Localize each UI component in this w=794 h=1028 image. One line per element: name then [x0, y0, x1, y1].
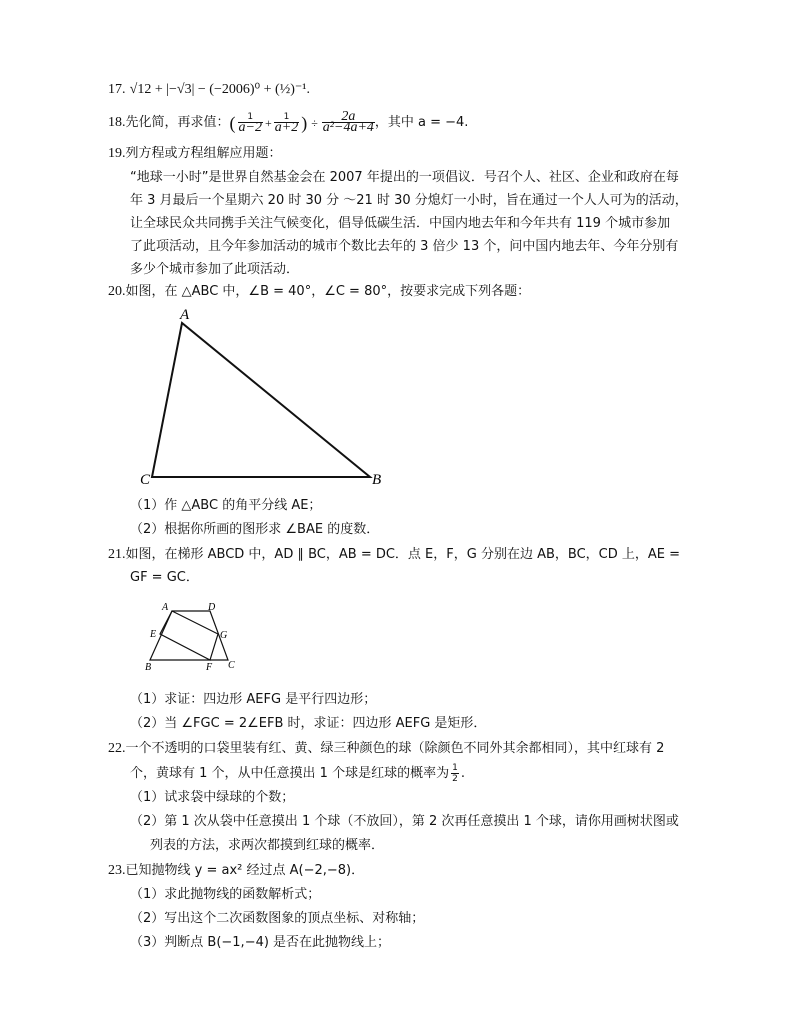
- fraction-2: [274, 112, 299, 133]
- question-20-sub2: （2）根据你所画的图形求 ∠BAE 的度数．: [130, 522, 380, 537]
- question-22-stem-line2: [130, 763, 465, 784]
- question-19-line: “地球一小时”是世界自然基金会在 2007 年提出的一项倡议．号召个人、社区、企业和政府在每: [130, 170, 679, 185]
- point-d-label: D: [208, 602, 216, 613]
- question-20-stem: [108, 282, 530, 302]
- question-22-sub2-line1: （2）第 1 次从袋中任意摸出 1 个球（不放回），第 2 次再任意摸出 1 个球，请你用画树状图或: [130, 814, 679, 829]
- fraction-1-num: 1: [247, 112, 254, 122]
- triangle-abc-figure: [130, 305, 400, 490]
- vertex-b-label: B: [372, 472, 382, 488]
- question-19-line: 年 3 月最后一个星期六 20 时 30 分 ～21 时 30 分熄灯一小时，旨在通过一个人人可为的活动，: [130, 193, 688, 208]
- probability-num: 1: [452, 763, 458, 773]
- question-23-sub3: （3）判断点 B(−1,−4) 是否在此抛物线上；: [130, 935, 391, 950]
- question-18-tail: ，其中 a = −4.: [374, 114, 469, 130]
- probability-den: 2: [452, 774, 458, 784]
- question-19-number: 19.: [108, 146, 126, 161]
- fraction-3-num: 2a: [341, 109, 356, 124]
- probability-fraction: [451, 763, 459, 784]
- trapezoid-abcd-figure: [140, 598, 245, 673]
- triangle-abc: [152, 323, 370, 477]
- question-18-lead: 先化简，再求值：: [125, 114, 230, 130]
- quadrilateral-aefg: [160, 611, 218, 660]
- question-19-line: 多少个城市参加了此项活动．: [130, 262, 300, 277]
- question-17: [108, 80, 310, 100]
- question-21-stem: [108, 545, 680, 565]
- point-b-label: B: [145, 662, 152, 673]
- vertex-a-label: A: [180, 307, 190, 323]
- fraction-3: [322, 109, 375, 135]
- question-20-number: 20.: [108, 284, 126, 299]
- question-23-stem-text: 已知抛物线 y = ax² 经过点 A(−2,−8)．: [125, 863, 365, 878]
- question-18-number: 18.: [108, 114, 126, 130]
- question-20-stem-text: 如图，在 △ABC 中，∠B = 40°，∠C = 80°，按要求完成下列各题：: [125, 284, 531, 299]
- question-22-stem: [108, 739, 664, 759]
- question-21-sub1: （1）求证：四边形 AEFG 是平行四边形；: [130, 692, 377, 707]
- question-17-number: 17.: [108, 82, 126, 97]
- question-21-stem-line2: GF = GC．: [130, 570, 199, 585]
- question-19-line: 让全球民众共同携手关注气候变化，倡导低碳生活．中国内地去年和今年共有 119 个城市参加: [130, 216, 671, 231]
- question-22-sub1: （1）试求袋中绿球的个数；: [130, 790, 295, 805]
- point-g-label: G: [220, 630, 228, 641]
- question-18: 18. 先化简，再求值： ( 1 a−2 + 1 a+2 ) ÷ $\frac{2a}{\text{a²−4a+4}}$ ，其中 a = −4.: [108, 109, 469, 135]
- point-f-label: F: [206, 662, 213, 673]
- fraction-2-num: 1: [283, 112, 290, 122]
- question-22-stem-line2-text: 个，黄球有 1 个，从中任意摸出 1 个球是红球的概率为: [130, 765, 450, 781]
- fraction-2-den: a+2: [274, 120, 299, 135]
- point-e-label: E: [150, 629, 157, 640]
- question-19-title: [108, 144, 282, 164]
- question-22-stem-line1: 一个不透明的口袋里装有红、黄、绿三种颜色的球（除颜色不同外其余都相同），其中红球有 2: [125, 741, 665, 756]
- question-21-stem-line1: 如图，在梯形 ABCD 中，AD ∥ BC，AB = DC．点 E，F，G 分别在边 AB，BC，CD 上，AE =: [125, 547, 681, 562]
- question-23-number: 23.: [108, 863, 126, 878]
- question-20-sub1: （1）作 △ABC 的角平分线 AE；: [130, 498, 322, 513]
- question-21-sub2: （2）当 ∠FGC = 2∠EFB 时，求证：四边形 AEFG 是矩形．: [130, 716, 487, 731]
- point-a-label: A: [162, 602, 169, 613]
- point-c-label: C: [228, 660, 235, 671]
- question-23-sub1: （1）求此抛物线的函数解析式；: [130, 887, 321, 902]
- question-22-number: 22.: [108, 741, 126, 756]
- question-19-body: [130, 166, 688, 281]
- question-23-stem: [108, 861, 364, 881]
- question-19-title-text: 列方程或方程组解应用题：: [125, 146, 282, 161]
- question-17-end: .: [306, 82, 310, 97]
- vertex-c-label: C: [140, 472, 151, 488]
- fraction-3-den: a²−4a+4: [322, 120, 374, 135]
- fraction-1-den: a−2: [238, 120, 262, 135]
- question-23-sub2: （2）写出这个二次函数图象的顶点坐标、对称轴；: [130, 911, 425, 926]
- question-21-number: 21.: [108, 547, 126, 562]
- question-17-expression: √12 + |−√3| − (−2006)⁰ + (½)⁻¹: [129, 82, 307, 97]
- question-22-sub2-line2: 列表的方法，求两次都摸到红球的概率．: [150, 838, 385, 853]
- fraction-1: [238, 112, 263, 133]
- question-19-line: 了此项活动，且今年参加活动的城市个数比去年的 3 倍少 13 个，问中国内地去年、今年分别有: [130, 239, 679, 254]
- question-22-stem-end: .: [460, 765, 465, 781]
